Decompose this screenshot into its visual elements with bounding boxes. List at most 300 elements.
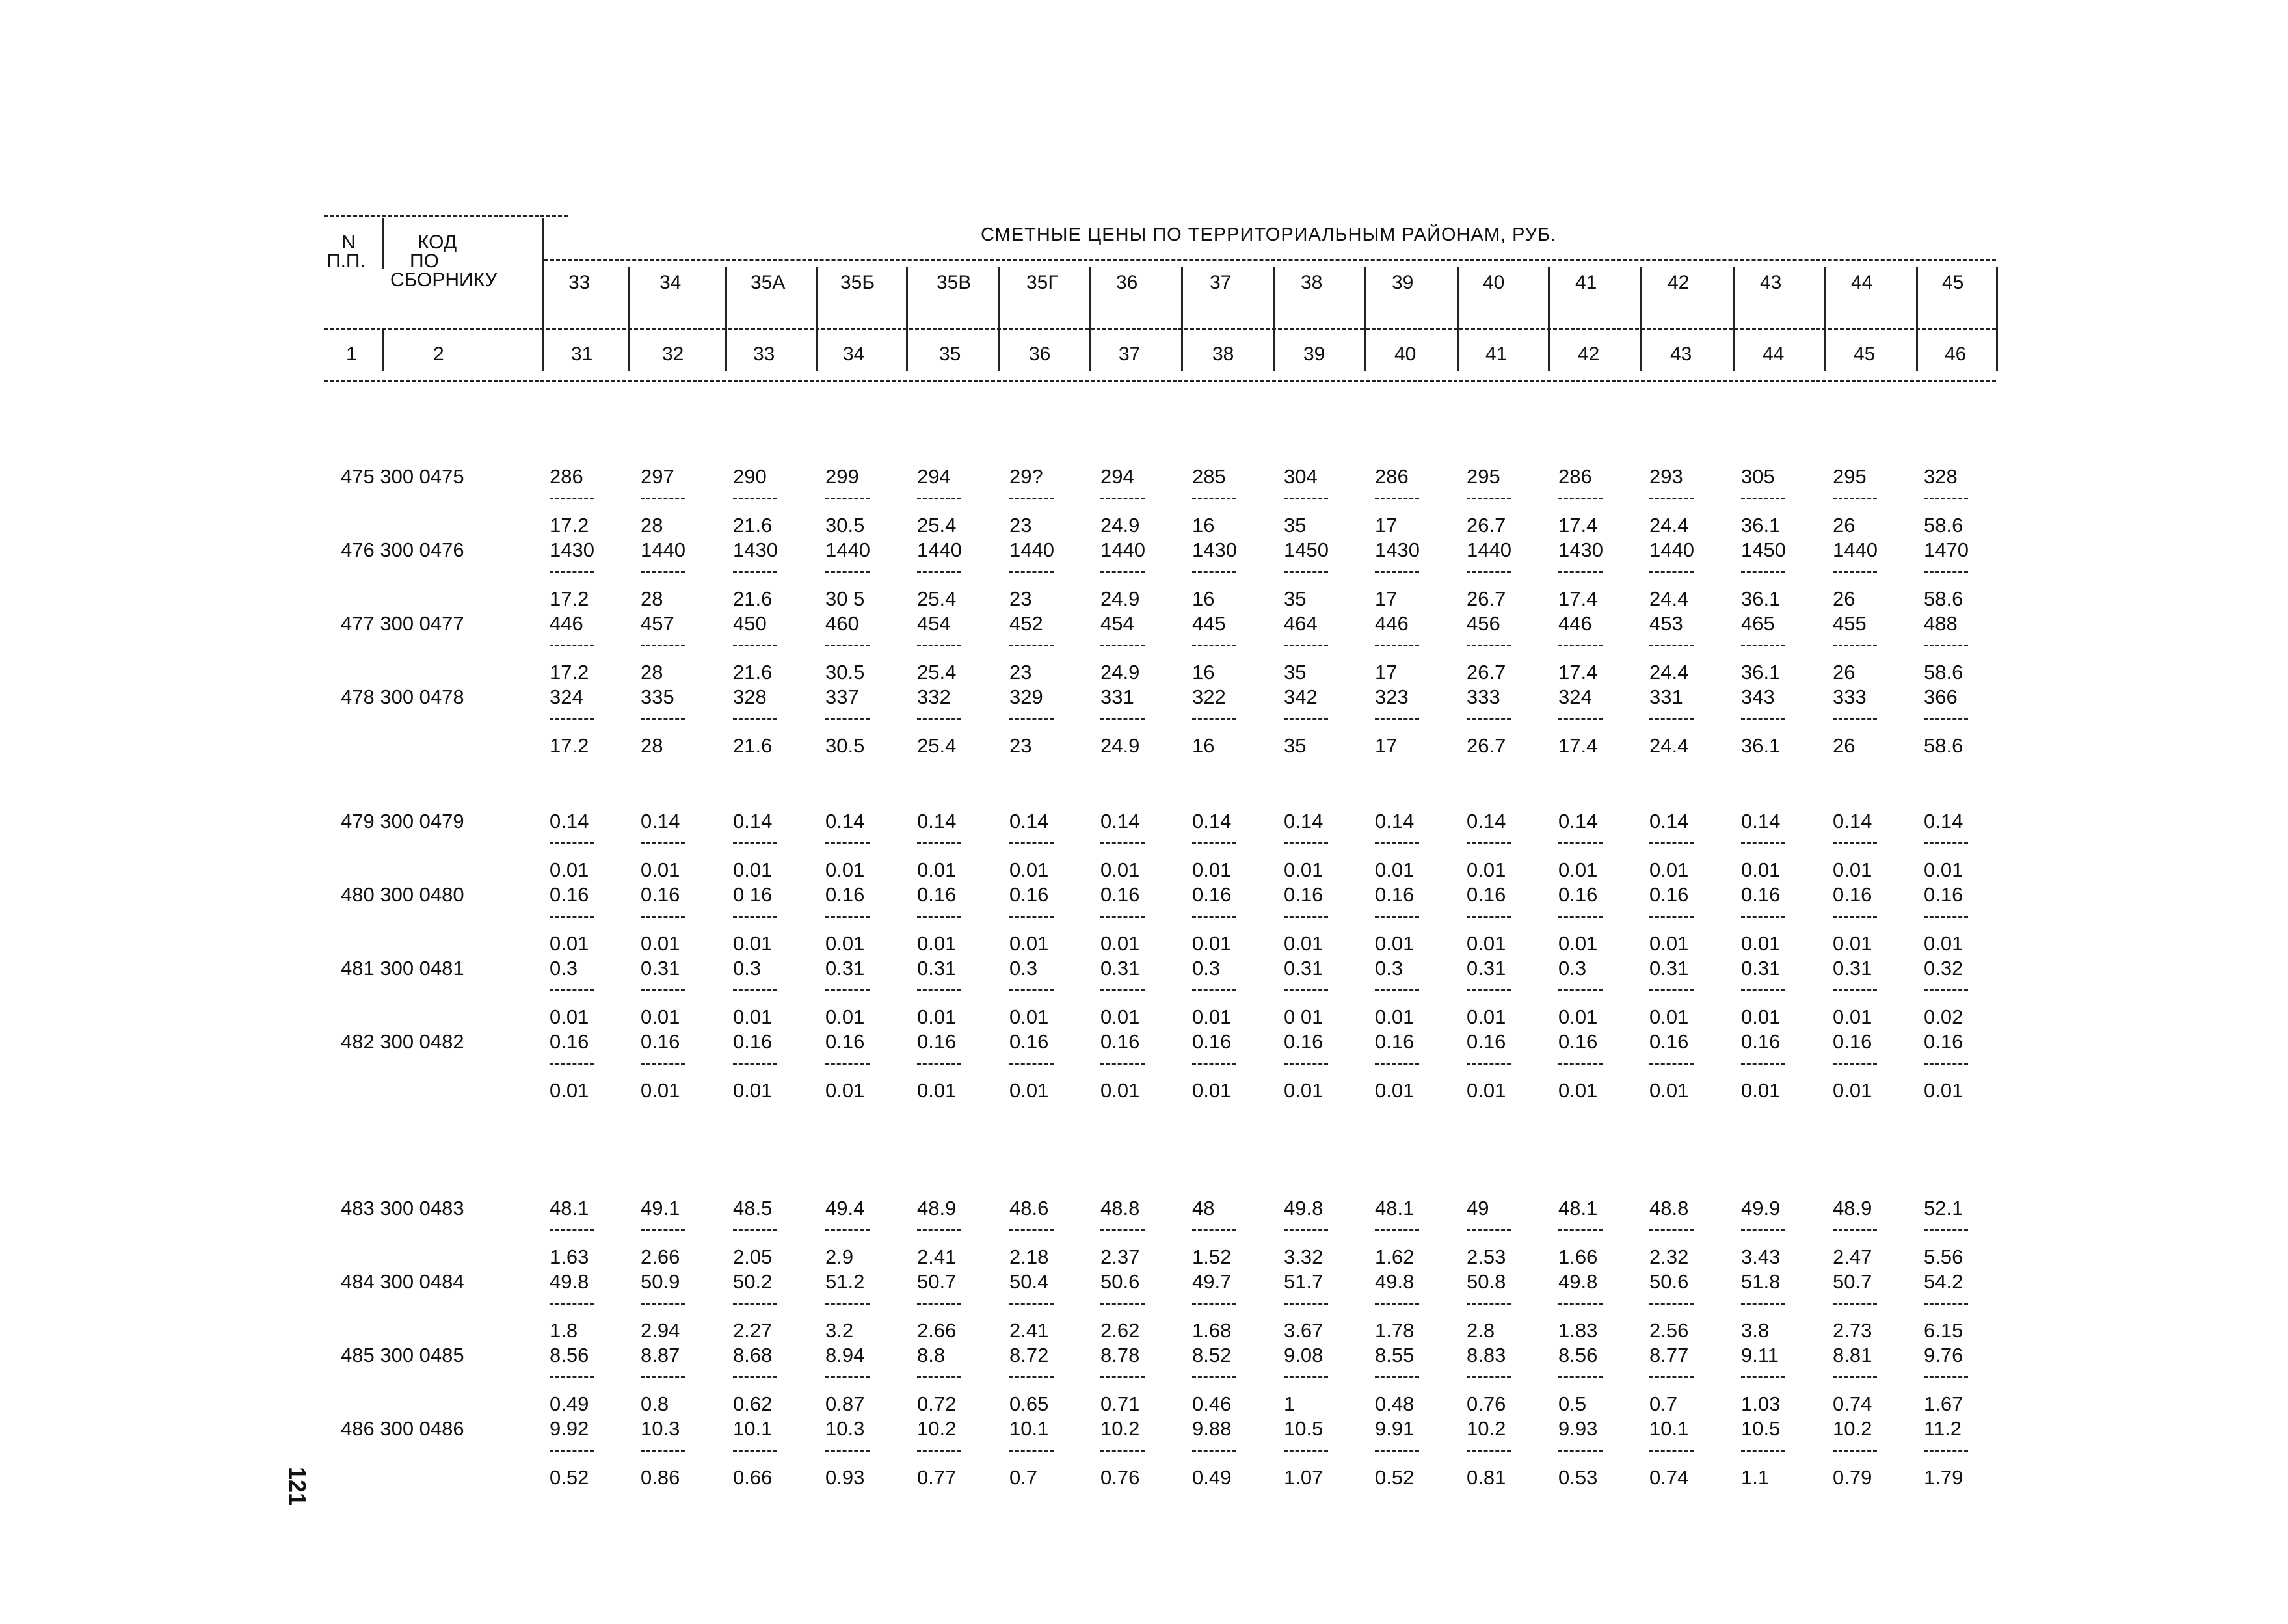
price-value: 3.67 <box>1284 1319 1324 1342</box>
header-column-separator <box>725 267 727 371</box>
fraction-bar <box>1833 571 1877 573</box>
fraction-bar <box>641 989 685 991</box>
price-value: 0.31 <box>1467 957 1506 979</box>
fraction-bar <box>550 1450 594 1452</box>
price-value: 2.05 <box>733 1245 773 1268</box>
price-value: 1430 <box>1192 539 1237 561</box>
fraction-bar <box>917 718 961 720</box>
price-value: 0.01 <box>1467 932 1506 955</box>
fraction-bar <box>1192 916 1236 918</box>
price-value: 3.8 <box>1741 1319 1770 1342</box>
fraction-bar <box>1924 916 1968 918</box>
fraction-bar <box>550 1376 594 1378</box>
price-value: 16 <box>1192 587 1215 610</box>
price-value: 0.16 <box>1649 1030 1689 1053</box>
price-value: 331 <box>1649 686 1683 708</box>
price-value: 0.93 <box>825 1466 865 1489</box>
price-value: 1.79 <box>1924 1466 1963 1489</box>
price-value: 0.01 <box>1833 932 1872 955</box>
price-value: 1.03 <box>1741 1392 1781 1415</box>
fraction-bar <box>1192 498 1236 499</box>
fraction-bar <box>1649 1063 1694 1065</box>
price-value: 0.01 <box>641 859 680 881</box>
price-value: 58.6 <box>1924 734 1963 757</box>
price-value: 1.68 <box>1192 1319 1232 1342</box>
price-value: 0.01 <box>641 1079 680 1102</box>
fraction-bar <box>1558 718 1603 720</box>
price-value: 0.01 <box>1833 1005 1872 1028</box>
price-value: 0.3 <box>733 957 762 979</box>
price-value: 35 <box>1284 587 1307 610</box>
price-value: 0.16 <box>1375 1030 1415 1053</box>
price-value: 290 <box>733 465 767 488</box>
fraction-bar <box>1100 571 1145 573</box>
fraction-bar <box>917 842 961 844</box>
row-code: 481 300 0481 <box>341 957 464 979</box>
fraction-bar <box>1192 645 1236 646</box>
fraction-bar <box>641 1450 685 1452</box>
price-value: 2.47 <box>1833 1245 1872 1268</box>
price-value: 8.56 <box>550 1344 589 1366</box>
price-value: 0.01 <box>917 1079 957 1102</box>
price-value: 6.15 <box>1924 1319 1963 1342</box>
fraction-bar <box>825 718 870 720</box>
column-number: 2 <box>433 343 444 365</box>
price-value: 51.2 <box>825 1270 865 1293</box>
price-value: 30.5 <box>825 734 865 757</box>
price-value: 10.3 <box>641 1417 680 1440</box>
price-value: 0.31 <box>917 957 957 979</box>
price-value: 457 <box>641 612 674 635</box>
price-value: 285 <box>1192 465 1226 488</box>
fraction-bar <box>1649 842 1694 844</box>
price-value: 2.73 <box>1833 1319 1872 1342</box>
column-number: 34 <box>843 343 865 365</box>
price-value: 0.31 <box>1100 957 1140 979</box>
fraction-bar <box>1375 1376 1419 1378</box>
fraction-bar <box>825 989 870 991</box>
header-sep-2 <box>542 218 544 269</box>
fraction-bar <box>1009 1450 1054 1452</box>
fraction-bar <box>733 989 777 991</box>
price-value: 26.7 <box>1467 587 1506 610</box>
price-value: 21.6 <box>733 587 773 610</box>
price-value: 17.4 <box>1558 587 1598 610</box>
column-number: 38 <box>1212 343 1234 365</box>
fraction-bar <box>1467 1303 1511 1305</box>
price-value: 0.01 <box>1375 859 1415 881</box>
price-value: 329 <box>1009 686 1043 708</box>
price-value: 328 <box>733 686 767 708</box>
fraction-bar <box>1649 1376 1694 1378</box>
price-value: 48.1 <box>1375 1197 1415 1219</box>
fraction-bar <box>550 1303 594 1305</box>
region-header: 41 <box>1575 272 1597 293</box>
row-code: 483 300 0483 <box>341 1197 464 1219</box>
fraction-bar <box>1375 916 1419 918</box>
price-value: 0.01 <box>917 1005 957 1028</box>
price-value: 0.14 <box>825 810 865 832</box>
price-value: 10.2 <box>1833 1417 1872 1440</box>
price-value: 0.31 <box>825 957 865 979</box>
price-value: 0.01 <box>1009 1079 1049 1102</box>
price-value: 0.16 <box>550 883 589 906</box>
price-value: 49.4 <box>825 1197 865 1219</box>
header-column-separator <box>1916 267 1918 371</box>
price-value: 0.01 <box>550 1079 589 1102</box>
price-value: 0.14 <box>1833 810 1872 832</box>
price-value: 0.31 <box>1833 957 1872 979</box>
price-value: 1430 <box>1375 539 1420 561</box>
price-value: 1440 <box>1009 539 1054 561</box>
price-value: 2.32 <box>1649 1245 1689 1268</box>
price-value: 8.8 <box>917 1344 946 1366</box>
price-value: 5.56 <box>1924 1245 1963 1268</box>
price-value: 335 <box>641 686 674 708</box>
header-column-separator <box>816 267 818 371</box>
fraction-bar <box>1375 571 1419 573</box>
price-value: 0.01 <box>1649 859 1689 881</box>
fraction-bar <box>733 571 777 573</box>
col-no-line1: N <box>341 232 356 253</box>
column-number: 37 <box>1119 343 1141 365</box>
price-value: 0.52 <box>550 1466 589 1489</box>
fraction-bar <box>917 1450 961 1452</box>
fraction-bar <box>1558 1376 1603 1378</box>
price-value: 0.74 <box>1649 1466 1689 1489</box>
region-header: 42 <box>1668 272 1690 293</box>
fraction-bar <box>1192 571 1236 573</box>
price-value: 0.14 <box>1741 810 1781 832</box>
price-value: 0.7 <box>1009 1466 1038 1489</box>
price-value: 295 <box>1833 465 1867 488</box>
fraction-bar <box>550 1229 594 1231</box>
fraction-bar <box>917 1303 961 1305</box>
price-value: 21.6 <box>733 661 773 684</box>
fraction-bar <box>1009 842 1054 844</box>
price-value: 25.4 <box>917 514 957 537</box>
price-value: 26 <box>1833 514 1856 537</box>
price-value: 0.01 <box>917 859 957 881</box>
price-value: 0.01 <box>1192 932 1232 955</box>
price-value: 2.66 <box>641 1245 680 1268</box>
fraction-bar <box>1192 1450 1236 1452</box>
fraction-bar <box>1924 1303 1968 1305</box>
fraction-bar <box>1833 842 1877 844</box>
fraction-bar <box>1100 842 1145 844</box>
price-value: 0.01 <box>1924 859 1963 881</box>
fraction-bar <box>1558 916 1603 918</box>
price-value: 50.4 <box>1009 1270 1049 1293</box>
price-value: 2.62 <box>1100 1319 1140 1342</box>
price-value: 0.3 <box>1009 957 1038 979</box>
region-header: 35Б <box>840 272 875 293</box>
price-value: 0.01 <box>733 859 773 881</box>
price-value: 0.16 <box>1009 1030 1049 1053</box>
price-value: 294 <box>917 465 951 488</box>
fraction-bar <box>1100 916 1145 918</box>
region-header: 43 <box>1760 272 1782 293</box>
price-value: 0.16 <box>641 883 680 906</box>
price-value: 48.5 <box>733 1197 773 1219</box>
fraction-bar <box>641 718 685 720</box>
price-value: 0.66 <box>733 1466 773 1489</box>
price-value: 0.79 <box>1833 1466 1872 1489</box>
column-number: 35 <box>939 343 961 365</box>
price-value: 460 <box>825 612 859 635</box>
price-value: 0.65 <box>1009 1392 1049 1415</box>
fraction-bar <box>1833 1450 1877 1452</box>
fraction-bar <box>1375 1229 1419 1231</box>
header-rule-mid <box>324 328 1996 330</box>
price-value: 0.74 <box>1833 1392 1872 1415</box>
fraction-bar <box>1467 571 1511 573</box>
fraction-bar <box>733 718 777 720</box>
price-value: 17 <box>1375 514 1398 537</box>
price-value: 0 01 <box>1284 1005 1324 1028</box>
fraction-bar <box>1924 1229 1968 1231</box>
fraction-bar <box>917 571 961 573</box>
fraction-bar <box>641 916 685 918</box>
price-value: 49.7 <box>1192 1270 1232 1293</box>
fraction-bar <box>733 1376 777 1378</box>
fraction-bar <box>1467 916 1511 918</box>
row-code: 476 300 0476 <box>341 539 464 561</box>
price-value: 0.16 <box>1741 883 1781 906</box>
price-value: 294 <box>1100 465 1134 488</box>
fraction-bar <box>1375 498 1419 499</box>
fraction-bar <box>1741 842 1785 844</box>
column-number: 36 <box>1029 343 1051 365</box>
price-value: 453 <box>1649 612 1683 635</box>
fraction-bar <box>1375 645 1419 646</box>
fraction-bar <box>1833 1303 1877 1305</box>
price-value: 3.43 <box>1741 1245 1781 1268</box>
fraction-bar <box>1833 1229 1877 1231</box>
fraction-bar <box>1192 842 1236 844</box>
price-value: 8.83 <box>1467 1344 1506 1366</box>
region-header: 35В <box>937 272 972 293</box>
fraction-bar <box>1192 1303 1236 1305</box>
price-value: 10.2 <box>1100 1417 1140 1440</box>
price-value: 8.87 <box>641 1344 680 1366</box>
fraction-bar <box>1467 989 1511 991</box>
price-value: 26 <box>1833 734 1856 757</box>
price-value: 17.2 <box>550 587 589 610</box>
fraction-bar <box>733 1063 777 1065</box>
fraction-bar <box>1375 1303 1419 1305</box>
price-value: 450 <box>733 612 767 635</box>
row-code: 485 300 0485 <box>341 1344 464 1366</box>
column-number: 42 <box>1578 343 1600 365</box>
price-value: 0.01 <box>1192 1005 1232 1028</box>
fraction-bar <box>641 645 685 646</box>
price-value: 17.2 <box>550 734 589 757</box>
price-value: 299 <box>825 465 859 488</box>
fraction-bar <box>1467 1063 1511 1065</box>
fraction-bar <box>1558 842 1603 844</box>
price-value: 21.6 <box>733 514 773 537</box>
fraction-bar <box>1467 645 1511 646</box>
price-value: 0.01 <box>733 1005 773 1028</box>
price-value: 26 <box>1833 661 1856 684</box>
price-value: 8.52 <box>1192 1344 1232 1366</box>
price-value: 0.81 <box>1467 1466 1506 1489</box>
price-value: 2.9 <box>825 1245 854 1268</box>
region-header: 36 <box>1116 272 1138 293</box>
fraction-bar <box>1833 498 1877 499</box>
fraction-bar <box>1100 718 1145 720</box>
fraction-bar <box>1100 498 1145 499</box>
price-value: 23 <box>1009 734 1032 757</box>
price-value: 49.1 <box>641 1197 680 1219</box>
header-top-rule <box>324 215 568 217</box>
price-value: 0.31 <box>641 957 680 979</box>
fraction-bar <box>1741 989 1785 991</box>
price-value: 24.4 <box>1649 734 1689 757</box>
header-column-separator <box>998 267 1000 371</box>
region-header: 45 <box>1942 272 1964 293</box>
price-value: 0.53 <box>1558 1466 1598 1489</box>
price-value: 0.16 <box>1100 1030 1140 1053</box>
fraction-bar <box>733 1229 777 1231</box>
price-value: 0.16 <box>1009 883 1049 906</box>
price-value: 9.93 <box>1558 1417 1598 1440</box>
price-value: 0.14 <box>1558 810 1598 832</box>
price-value: 2.27 <box>733 1319 773 1342</box>
fraction-bar <box>917 1376 961 1378</box>
price-value: 0.14 <box>550 810 589 832</box>
price-value: 16 <box>1192 514 1215 537</box>
price-value: 0.01 <box>1009 859 1049 881</box>
price-value: 17 <box>1375 587 1398 610</box>
price-value: 50.7 <box>1833 1270 1872 1293</box>
price-value: 50.7 <box>917 1270 957 1293</box>
price-value: 50.6 <box>1100 1270 1140 1293</box>
header-column-separator <box>1733 267 1735 371</box>
price-value: 0.16 <box>1467 883 1506 906</box>
fraction-bar <box>1375 1063 1419 1065</box>
fraction-bar <box>1833 1063 1877 1065</box>
price-value: 0.16 <box>1741 1030 1781 1053</box>
fraction-bar <box>1192 718 1236 720</box>
price-value: 0.01 <box>1375 1079 1415 1102</box>
price-value: 49 <box>1467 1197 1489 1219</box>
price-value: 0.3 <box>550 957 578 979</box>
price-value: 0.01 <box>1009 932 1049 955</box>
fraction-bar <box>1741 1376 1785 1378</box>
price-value: 286 <box>550 465 583 488</box>
fraction-bar <box>917 498 961 499</box>
fraction-bar <box>641 1063 685 1065</box>
fraction-bar <box>1467 1376 1511 1378</box>
price-value: 0.16 <box>1833 883 1872 906</box>
region-header: 44 <box>1851 272 1873 293</box>
price-value: 0.14 <box>1192 810 1232 832</box>
fraction-bar <box>917 989 961 991</box>
fraction-bar <box>1924 498 1968 499</box>
price-value: 48.1 <box>1558 1197 1598 1219</box>
price-value: 1.8 <box>550 1319 578 1342</box>
price-value: 24.4 <box>1649 661 1689 684</box>
price-value: 0.01 <box>1100 932 1140 955</box>
price-value: 0.16 <box>1649 883 1689 906</box>
row-code: 482 300 0482 <box>341 1030 464 1053</box>
price-value: 0.01 <box>1375 1005 1415 1028</box>
price-value: 2.53 <box>1467 1245 1506 1268</box>
price-value: 446 <box>1375 612 1409 635</box>
price-value: 50.9 <box>641 1270 680 1293</box>
price-value: 324 <box>1558 686 1592 708</box>
price-value: 28 <box>641 661 663 684</box>
price-value: 0.14 <box>1467 810 1506 832</box>
price-value: 8.72 <box>1009 1344 1049 1366</box>
price-value: 24.9 <box>1100 514 1140 537</box>
price-value: 49.9 <box>1741 1197 1781 1219</box>
price-value: 26.7 <box>1467 734 1506 757</box>
fraction-bar <box>1741 498 1785 499</box>
price-value: 0.14 <box>1375 810 1415 832</box>
price-value: 8.81 <box>1833 1344 1872 1366</box>
col-code-line1: КОД <box>418 232 457 253</box>
fraction-bar <box>1833 645 1877 646</box>
price-value: 0.01 <box>1558 1005 1598 1028</box>
fraction-bar <box>1649 1303 1694 1305</box>
fraction-bar <box>1558 498 1603 499</box>
price-value: 51.7 <box>1284 1270 1324 1293</box>
price-value: 0.01 <box>1924 1079 1963 1102</box>
price-value: 23 <box>1009 661 1032 684</box>
fraction-bar <box>1741 645 1785 646</box>
price-value: 58.6 <box>1924 514 1963 537</box>
price-value: 49.8 <box>1558 1270 1598 1293</box>
price-value: 0.16 <box>1192 883 1232 906</box>
fraction-bar <box>1284 989 1328 991</box>
price-value: 30.5 <box>825 514 865 537</box>
price-value: 0.01 <box>1375 932 1415 955</box>
price-value: 10.1 <box>733 1417 773 1440</box>
fraction-bar <box>550 718 594 720</box>
fraction-bar <box>1741 1229 1785 1231</box>
fraction-bar <box>1649 571 1694 573</box>
price-value: 9.76 <box>1924 1344 1963 1366</box>
price-value: 8.56 <box>1558 1344 1598 1366</box>
fraction-bar <box>1100 989 1145 991</box>
header-column-separator <box>542 267 544 371</box>
price-value: 0.01 <box>825 1005 865 1028</box>
fraction-bar <box>733 498 777 499</box>
price-value: 0.01 <box>825 1079 865 1102</box>
price-value: 29? <box>1009 465 1043 488</box>
fraction-bar <box>1649 718 1694 720</box>
price-value: 10.3 <box>825 1417 865 1440</box>
fraction-bar <box>1284 1376 1328 1378</box>
price-value: 1440 <box>825 539 870 561</box>
fraction-bar <box>1284 1450 1328 1452</box>
fraction-bar <box>1284 1063 1328 1065</box>
price-value: 0.49 <box>1192 1466 1232 1489</box>
price-value: 0.62 <box>733 1392 773 1415</box>
column-number: 45 <box>1854 343 1876 365</box>
fraction-bar <box>550 916 594 918</box>
price-value: 8.55 <box>1375 1344 1415 1366</box>
price-value: 0.01 <box>1284 1079 1324 1102</box>
column-number: 46 <box>1945 343 1967 365</box>
price-value: 0.14 <box>917 810 957 832</box>
price-value: 23 <box>1009 587 1032 610</box>
price-value: 23 <box>1009 514 1032 537</box>
fraction-bar <box>825 1450 870 1452</box>
